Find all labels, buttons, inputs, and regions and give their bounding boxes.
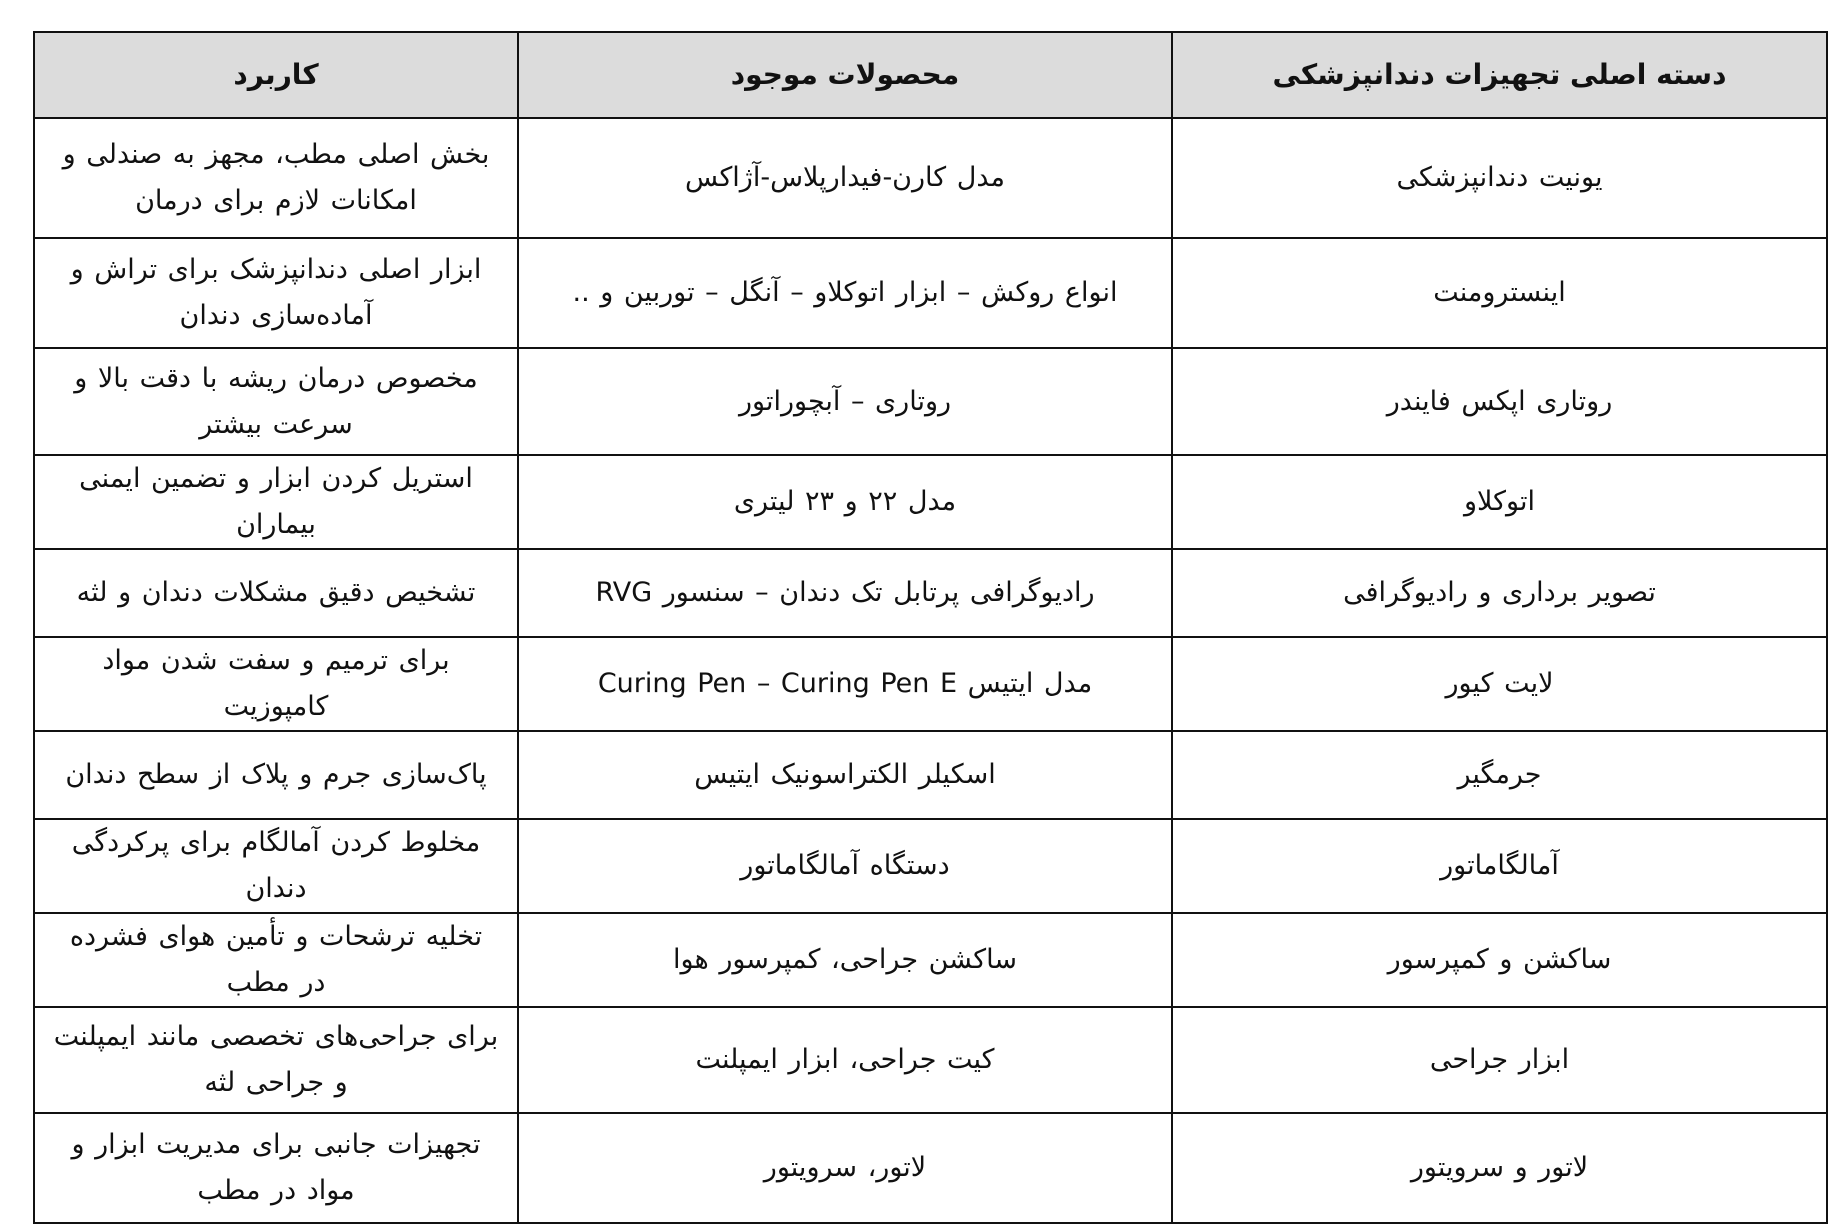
table-row xyxy=(34,118,1827,238)
cell-usage: استریل کردن ابزار و تضمین ایمنی بیماران xyxy=(34,455,518,549)
dental-equipment-table-container xyxy=(33,31,1826,1224)
table-row xyxy=(34,637,1827,731)
table-body xyxy=(34,118,1827,1223)
header-usage: کاربرد xyxy=(34,32,518,118)
cell-usage: مخلوط کردن آمالگام برای پرکردگی دندان xyxy=(34,819,518,913)
cell-products: کیت جراحی، ابزار ایمپلنت xyxy=(518,1007,1172,1113)
table-row xyxy=(34,455,1827,549)
cell-products: مدل کارن-فیدارپلاس-آژاکس xyxy=(518,118,1172,238)
cell-category: اینسترومنت xyxy=(1172,238,1827,348)
cell-usage: برای ترمیم و سفت شدن مواد کامپوزیت xyxy=(34,637,518,731)
cell-products: دستگاه آمالگاماتور xyxy=(518,819,1172,913)
cell-category: اتوکلاو xyxy=(1172,455,1827,549)
table-row xyxy=(34,348,1827,455)
cell-products: مدل ایتیس Curing Pen – Curing Pen E xyxy=(518,637,1172,731)
cell-products: ساکشن جراحی، کمپرسور هوا xyxy=(518,913,1172,1007)
cell-products: مدل ۲۲ و ۲۳ لیتری xyxy=(518,455,1172,549)
cell-usage: تشخیص دقیق مشکلات دندان و لثه xyxy=(34,549,518,637)
table-row xyxy=(34,1007,1827,1113)
cell-usage: برای جراحی‌های تخصصی مانند ایمپلنت و جراحی لثه xyxy=(34,1007,518,1113)
cell-usage: تجهیزات جانبی برای مدیریت ابزار و مواد در مطب xyxy=(34,1113,518,1223)
cell-usage: بخش اصلی مطب، مجهز به صندلی و امکانات لازم برای درمان xyxy=(34,118,518,238)
cell-products: روتاری – آبچوراتور xyxy=(518,348,1172,455)
cell-category: آمالگاماتور xyxy=(1172,819,1827,913)
table-row xyxy=(34,549,1827,637)
header-category: دسته اصلی تجهیزات دندانپزشکی xyxy=(1172,32,1827,118)
cell-category: لاتور و سرویتور xyxy=(1172,1113,1827,1223)
cell-category: ساکشن و کمپرسور xyxy=(1172,913,1827,1007)
table-row xyxy=(34,1113,1827,1223)
table-header-row xyxy=(34,32,1827,118)
cell-products: لاتور، سرویتور xyxy=(518,1113,1172,1223)
header-products: محصولات موجود xyxy=(518,32,1172,118)
table-row xyxy=(34,238,1827,348)
cell-category: لایت کیور xyxy=(1172,637,1827,731)
cell-usage: ابزار اصلی دندانپزشک برای تراش و آماده‌سازی دندان xyxy=(34,238,518,348)
cell-usage: تخلیه ترشحات و تأمین هوای فشرده در مطب xyxy=(34,913,518,1007)
table-row xyxy=(34,819,1827,913)
cell-products: اسکیلر الکتراسونیک ایتیس xyxy=(518,731,1172,819)
cell-usage: پاک‌سازی جرم و پلاک از سطح دندان xyxy=(34,731,518,819)
cell-category: جرمگیر xyxy=(1172,731,1827,819)
cell-category: روتاری اپکس فایندر xyxy=(1172,348,1827,455)
cell-category: تصویر برداری و رادیوگرافی xyxy=(1172,549,1827,637)
cell-usage: مخصوص درمان ریشه با دقت بالا و سرعت بیشتر xyxy=(34,348,518,455)
cell-products: رادیوگرافی پرتابل تک دندان – سنسور RVG xyxy=(518,549,1172,637)
dental-equipment-table xyxy=(33,31,1828,1224)
cell-category: یونیت دندانپزشکی xyxy=(1172,118,1827,238)
table-row xyxy=(34,913,1827,1007)
cell-products: انواع روکش – ابزار اتوکلاو – آنگل – توربین و .. xyxy=(518,238,1172,348)
cell-category: ابزار جراحی xyxy=(1172,1007,1827,1113)
table-row xyxy=(34,731,1827,819)
